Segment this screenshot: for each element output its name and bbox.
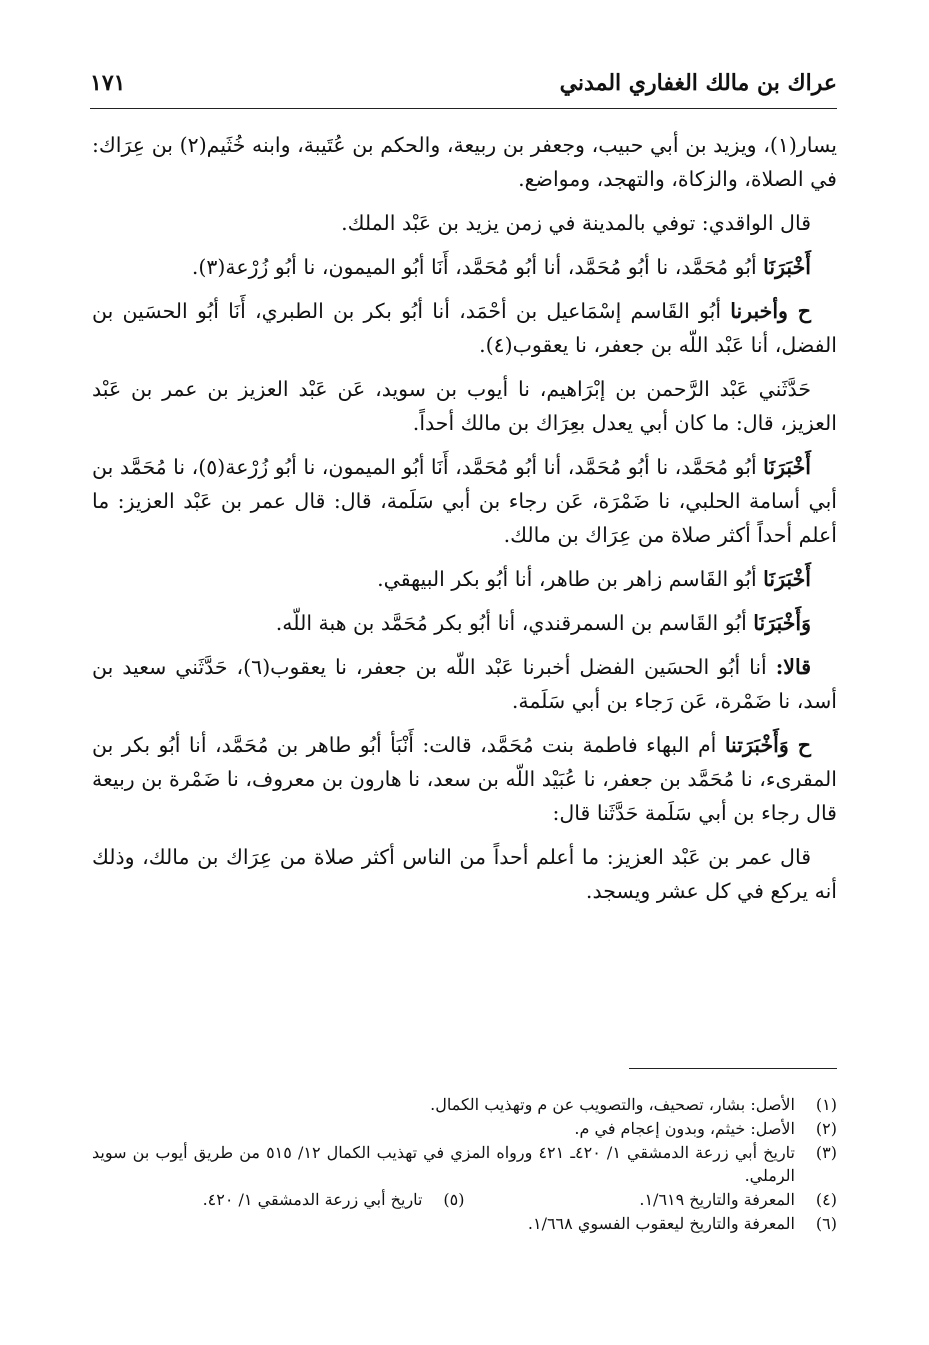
paragraph <box>92 728 837 830</box>
footnote-divider <box>629 1068 837 1069</box>
chain-keyword: أَخْبَرَنَا <box>763 255 811 279</box>
footnote <box>92 1093 837 1116</box>
chapter-title: عراك بن مالك الغفاري المدني <box>559 70 837 96</box>
paragraph-text: أبُو مُحَمَّد، نا أبُو مُحَمَّد، أنا أبُو مُحَمَّد، أَنَا أبُو الميمون، نا أبُو زُرْعة(٣). <box>191 255 764 279</box>
footnote-number: (٤) <box>815 1190 837 1209</box>
main-text <box>92 128 837 918</box>
paragraph <box>92 206 837 240</box>
footnote-number: (٥) <box>443 1190 465 1209</box>
paragraph <box>92 128 837 196</box>
paragraph-text: أم البهاء فاطمة بنت مُحَمَّد، قالت: أَنْبَأ أبُو طاهر بن مُحَمَّد، أنا أبُو بكر بن المقرىء، نا مُحَمَّد بن جعفر، نا عُبَيْد اللّه بن سعد، نا هارون بن معروف، نا ضَمْرة بن ربيعة قال رجاء بن أبي سَلَمة حَدَّثَنا قال: <box>92 733 837 825</box>
footnote <box>465 1188 838 1211</box>
footnotes <box>92 1093 837 1236</box>
chain-keyword: أَخْبَرَنَا <box>763 455 811 479</box>
paragraph <box>92 650 837 718</box>
paragraph-text: أبُو مُحَمَّد، نا أبُو مُحَمَّد، أنا أبُو مُحَمَّد، أَنَا أبُو الميمون، نا أبُو زُرْعة(٥)، نا مُحَمَّد بن أبي أسامة الحلبي، نا ضَمْرَة، عَن رجاء بن أبي سَلَمة، قال: قال عمر بن عَبْد العزيز: ما أعلم أحداً أكثر صلاة من عِرَاك بن مالك. <box>92 455 837 547</box>
chain-keyword: ح وَأَخْبَرَتنا <box>724 733 811 757</box>
footnote-number: (٣) <box>815 1143 837 1162</box>
paragraph-text: أنا أبُو الحسَين الفضل أخبرنا عَبْد اللّه بن جعفر، نا يعقوب(٦)، حَدَّثَني سعيد بن أسد، نا ضَمْرة، عَن رَجاء بن أبي سَلَمة. <box>92 655 837 713</box>
footnote-text: تاريخ أبي زرعة الدمشقي ١/ ٤٢٠. <box>202 1190 423 1209</box>
paragraph-text: قال الواقدي: توفي بالمدينة في زمن يزيد بن عَبْد الملك. <box>341 211 811 235</box>
paragraph <box>92 840 837 908</box>
footnote <box>92 1188 465 1211</box>
footnote-text: المعرفة والتاريخ ١/٦١٩. <box>639 1190 795 1209</box>
chain-keyword: قالا: <box>775 655 812 679</box>
page-number: ١٧١ <box>90 70 126 96</box>
paragraph <box>92 250 837 284</box>
paragraph-text: يسار(١)، ويزيد بن أبي حبيب، وجعفر بن ربيعة، والحكم بن عُتَيبة، وابنه خُثَيم(٢) بن عِرَاك: في الصلاة، والزكاة، والتهجد، ومواضع. <box>92 133 837 191</box>
footnote <box>92 1212 837 1235</box>
footnote-text: الأصل: خيثم، وبدون إعجام في م. <box>574 1119 795 1138</box>
footnote-row <box>92 1188 837 1212</box>
paragraph <box>92 450 837 552</box>
footnote-number: (٦) <box>815 1214 837 1233</box>
paragraph-text: أبُو القَاسم إسْمَاعيل بن أحْمَد، أنا أبُو بكر بن الطبري، أَنَا أبُو الحسَين بن الفضل، أنا عَبْد اللّه بن جعفر، نا يعقوب(٤). <box>92 299 837 357</box>
footnote <box>92 1117 837 1140</box>
footnote-text: المعرفة والتاريخ ليعقوب الفسوي ١/٦٦٨. <box>527 1214 795 1233</box>
paragraph <box>92 372 837 440</box>
paragraph-text: حَدَّثَني عَبْد الرَّحمن بن إبْرَاهيم، نا أيوب بن سويد، عَن عَبْد العزيز بن عمر بن عَبْد العزيز، قال: ما كان أبي يعدل بعِرَاك بن مالك أحداً. <box>92 377 837 435</box>
footnote-text: الأصل: بشار، تصحيف، والتصويب عن م وتهذيب الكمال. <box>430 1095 795 1114</box>
paragraph <box>92 606 837 640</box>
chain-keyword: ح وأخبرنا <box>730 299 811 323</box>
paragraph-text: قال عمر بن عَبْد العزيز: ما أعلم أحداً من الناس أكثر صلاة من عِرَاك بن مالك، وذلك أنه يركع في كل عشر ويسجد. <box>92 845 837 903</box>
paragraph-text: أبُو القَاسم زاهر بن طاهر، أنا أبُو بكر البيهقي. <box>377 567 764 591</box>
paragraph-text: أبُو القَاسم بن السمرقندي، أنا أبُو بكر مُحَمَّد بن هبة اللّه. <box>275 611 754 635</box>
footnote-number: (١) <box>815 1095 837 1114</box>
paragraph <box>92 294 837 362</box>
chain-keyword: وَأَخْبَرَنَا <box>753 611 811 635</box>
chain-keyword: أَخْبَرَنَا <box>763 567 811 591</box>
footnote-text: تاريخ أبي زرعة الدمشقي ١/ ٤٢٠ـ ٤٢١ ورواه المزي في تهذيب الكمال ١٢/ ٥١٥ من طريق أيوب بن سويد الرملي. <box>92 1143 796 1185</box>
paragraph <box>92 562 837 596</box>
footnote-number: (٢) <box>815 1119 837 1138</box>
footnote <box>92 1141 837 1187</box>
running-header <box>90 58 837 109</box>
